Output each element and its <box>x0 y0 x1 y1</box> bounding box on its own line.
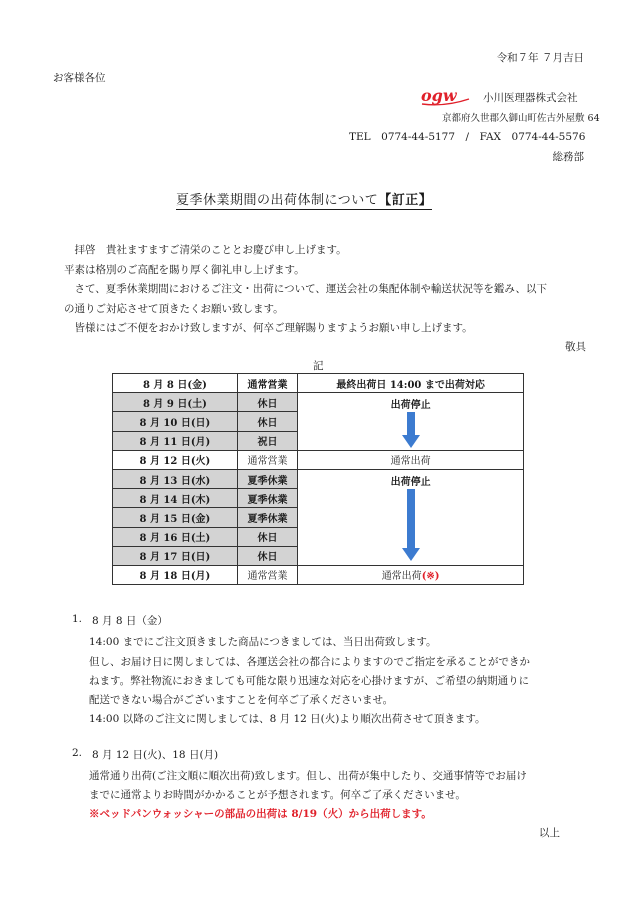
ki-mark: 記 <box>313 360 324 372</box>
status-cell: 通常営業 <box>237 565 297 584</box>
note-1-number: 1. <box>72 613 83 625</box>
company-logo <box>419 87 471 107</box>
date-cell: 8 月 10 日(日) <box>113 412 238 431</box>
table-row <box>113 450 524 469</box>
down-arrow-icon <box>402 489 420 561</box>
note-2-warning: ※ベッドパンウォッシャーの部品の出荷は 8/19（火）から出荷します。 <box>89 808 432 820</box>
note-2-line: までに通常よりお時間がかかることが予想されます。何卒ご了承くださいませ。 <box>89 789 466 801</box>
status-cell: 祝日 <box>237 431 297 450</box>
shipping-cell <box>298 565 524 584</box>
body-line-5: 皆様にはご不便をおかけ致しますが、何卒ご理解賜りますようお願い申し上げます。 <box>64 322 473 334</box>
status-cell: 休日 <box>237 393 297 412</box>
date-cell: 8 月 16 日(土) <box>113 527 238 546</box>
title-main: 夏季休業期間の出荷体制について <box>176 193 379 208</box>
status-cell: 休日 <box>237 546 297 565</box>
status-cell: 夏季休業 <box>237 489 297 508</box>
date-cell: 8 月 17 日(日) <box>113 546 238 565</box>
closing-word: 敬具 <box>565 341 586 353</box>
note-1-line: 14:00 までにご注文頂きました商品につきましては、当日出荷致します。 <box>89 636 437 648</box>
date-cell: 8 月 9 日(土) <box>113 393 238 412</box>
note-1-line: 14:00 以降のご注文に関しましては、8 月 12 日(火)より順次出荷させて頂きます。 <box>89 713 486 725</box>
shipping-text: 通常出荷 <box>381 571 422 583</box>
department: 総務部 <box>552 151 584 163</box>
shipping-cell: 通常出荷 <box>298 450 524 469</box>
note-2-number: 2. <box>72 747 83 759</box>
note-mark: (※) <box>421 571 440 583</box>
logo-text: ogw <box>421 87 457 105</box>
note-1-line: 配送できない場合がございますことを何卒ご了承くださいませ。 <box>89 694 394 706</box>
date-cell: 8 月 13 日(水) <box>113 469 238 488</box>
status-cell: 休日 <box>237 527 297 546</box>
status-cell: 夏季休業 <box>237 508 297 527</box>
date-cell: 8 月 8 日(金) <box>113 374 238 393</box>
date-cell: 8 月 15 日(金) <box>113 508 238 527</box>
date-cell: 8 月 18 日(月) <box>113 565 238 584</box>
status-cell: 通常営業 <box>237 374 297 393</box>
table-row <box>113 565 524 584</box>
title-correction: 【訂正】 <box>378 193 433 208</box>
body-line-4: の通りご対応させて頂きたくお願い致します。 <box>64 303 284 315</box>
schedule-table <box>112 373 524 585</box>
status-cell: 通常営業 <box>237 450 297 469</box>
shipping-cell: 最終出荷日 14:00 まで出荷対応 <box>298 374 524 393</box>
table-row <box>113 374 524 393</box>
status-cell: 休日 <box>237 412 297 431</box>
date-cell: 8 月 11 日(月) <box>113 431 238 450</box>
end-mark: 以上 <box>539 827 560 839</box>
table-row <box>113 393 524 412</box>
note-1-line: 但し、お届け日に関しましては、各運送会社の都合によりますのでご指定を承ることができか <box>89 656 530 668</box>
document-date: 令和７年 ７月吉日 <box>496 52 584 64</box>
note-2-line: 通常通り出荷(ご注文順に順次出荷)致します。但し、出荷が集中したり、交通事情等でお届け <box>89 770 527 782</box>
greeting-line-2: 平素は格別のご高配を賜り厚く御礼申し上げます。 <box>64 264 305 276</box>
shipping-stop-label: 出荷停止 <box>390 400 431 412</box>
page-title <box>176 189 432 208</box>
shipping-stop-cell <box>298 393 524 451</box>
company-name: 小川医理器株式会社 <box>483 92 578 104</box>
shipping-stop-cell <box>298 469 524 565</box>
company-address: 京都府久世郡久御山町佐古外屋敷 64 <box>442 113 600 124</box>
note-1-heading: 8 月 8 日（金） <box>92 615 168 627</box>
note-2-heading: 8 月 12 日(火)、18 日(月) <box>92 749 219 761</box>
down-arrow-icon <box>402 412 420 448</box>
recipient: お客様各位 <box>53 72 106 84</box>
tel-fax: TEL 0774-44-5177 / FAX 0774-44-5576 <box>349 131 586 143</box>
body-line-3: さて、夏季休業期間におけるご注文・出荷について、運送会社の集配体制や輸送状況等を鑑み、以下 <box>64 283 547 295</box>
note-1-line: ねます。弊社物流におきましても可能な限り迅速な対応を心掛けますが、ご希望の納期通りに <box>89 675 530 687</box>
table-row <box>113 469 524 488</box>
date-cell: 8 月 14 日(木) <box>113 489 238 508</box>
greeting-line: 拝啓 貴社ますますご清栄のこととお慶び申し上げます。 <box>64 244 347 256</box>
status-cell: 夏季休業 <box>237 469 297 488</box>
date-cell: 8 月 12 日(火) <box>113 450 238 469</box>
shipping-stop-label: 出荷停止 <box>390 476 431 488</box>
